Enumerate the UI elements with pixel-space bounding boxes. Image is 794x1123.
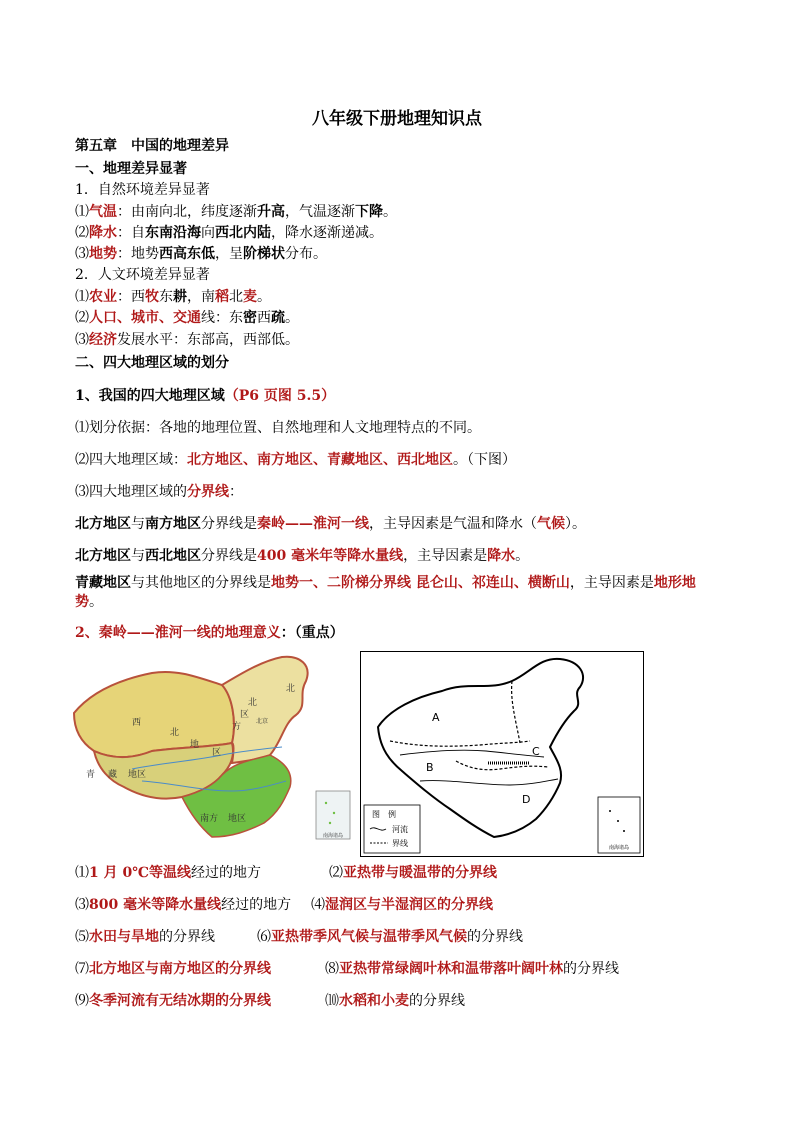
four-regions-list: ⑵四大地理区域：北方地区、南方地区、青藏地区、西北地区。（下图） [75,452,516,468]
region-label-d: D [522,793,531,806]
list-item-10: ⑽水稻和小麦的分界线 [325,993,465,1009]
list-item-4: ⑷湿润区与半湿润区的分界线 [311,897,493,913]
list-item-5: ⑸水田与旱地的分界线 [75,929,215,945]
list-item-7: ⑺北方地区与南方地区的分界线 [75,961,271,977]
region-label-c: C [532,745,540,758]
map1-label-qing: 青 [86,770,96,780]
page-title: 八年级下册地理知识点 [312,109,482,129]
map1-label-nanfang: 南方 [200,814,219,824]
region-label-a: A [432,711,440,724]
point-population: ⑵人口、城市、交通线：东密西疏。 [75,310,299,326]
boundary-north-northwest: 北方地区与西北地区分界线是400 毫米年等降水量线，主导因素是降水。 [75,548,530,564]
chapter-heading: 第五章 中国的地理差异 [75,138,229,154]
point-terrain: ⑶地势：地势西高东低，呈阶梯状分布。 [75,246,327,262]
legend-title: 图 例 [372,810,396,819]
list-item-8: ⑻亚热带常绿阔叶林和温带落叶阔叶林的分界线 [325,961,619,977]
section-heading-2: 二、四大地理区域的划分 [75,355,229,371]
inset-label: 南海诸岛 [322,833,344,839]
list-item-9: ⑼冬季河流有无结冰期的分界线 [75,993,271,1009]
inset-label-2: 南海诸岛 [608,845,630,851]
region-label-b: B [426,761,434,774]
map1-label-diqu2: 地区 [228,814,247,824]
list-row-4 [75,960,725,979]
map1-label-di: 地 [190,740,200,750]
four-regions-color-map [72,651,354,843]
subheading-qinling-huaihe: 2、秦岭——淮河一线的地理意义：（重点） [75,625,344,641]
map1-label-qu: 区 [212,748,222,758]
point-agriculture: ⑴农业：西牧东耕，南稻北麦。 [75,289,271,305]
list-item-3: ⑶800 毫米等降水量线经过的地方 [75,897,292,913]
boundary-tibet: 青藏地区与其他地区的分界线是地势一、二阶梯分界线 昆仑山、祁连山、横断山，主导因素是地形地势。 [75,575,696,610]
map1-label-fang: 方 [232,722,242,732]
list-item-6: ⑹亚热带季风气候与温带季风气候的分界线 [257,929,523,945]
subheading-natural: 1．自然环境差异显著 [75,182,210,198]
list-item-1: ⑴1 月 0℃等温线经过的地方 [75,865,262,881]
section-heading-1: 一、地理差异显著 [75,161,187,177]
list-row-1 [75,864,725,883]
legend-river: 河流 [392,825,408,834]
boundary-intro: ⑶四大地理区域的分界线： [75,484,243,500]
list-row-5 [75,992,725,1011]
regions-outline-map [360,651,644,857]
map1-label-bei2: 北 [286,684,296,694]
list-row-3 [75,928,725,947]
division-basis: ⑴划分依据：各地的地理位置、自然地理和人文地理特点的不同。 [75,420,481,436]
subheading-human: 2．人文环境差异显著 [75,267,210,283]
point-temperature: ⑴气温：由南向北，纬度逐渐升高，气温逐渐下降。 [75,204,397,220]
list-item-2: ⑵亚热带与暖温带的分界线 [329,865,497,881]
map1-label-beijing: 北京 [256,718,269,725]
map1-label-xi: 西 [132,718,142,728]
subheading-four-regions: 1、我国的四大地理区域（P6 页图 5.5） [75,388,336,404]
point-economy: ⑶经济发展水平：东部高，西部低。 [75,332,299,348]
map1-label-qu2: 区 [240,710,250,720]
map1-label-zang: 藏 [108,770,118,780]
map1-label-bei: 北 [170,728,180,738]
boundary-north-south: 北方地区与南方地区分界线是秦岭——淮河一线，主导因素是气温和降水（气候）。 [75,516,586,532]
legend-boundary: 界线 [392,839,408,848]
list-row-2 [75,896,725,915]
map1-label-bei3: 北 [248,698,258,708]
map1-label-diqu: 地区 [128,770,147,780]
point-precipitation: ⑵降水：自东南沿海向西北内陆，降水逐渐递减。 [75,225,383,241]
